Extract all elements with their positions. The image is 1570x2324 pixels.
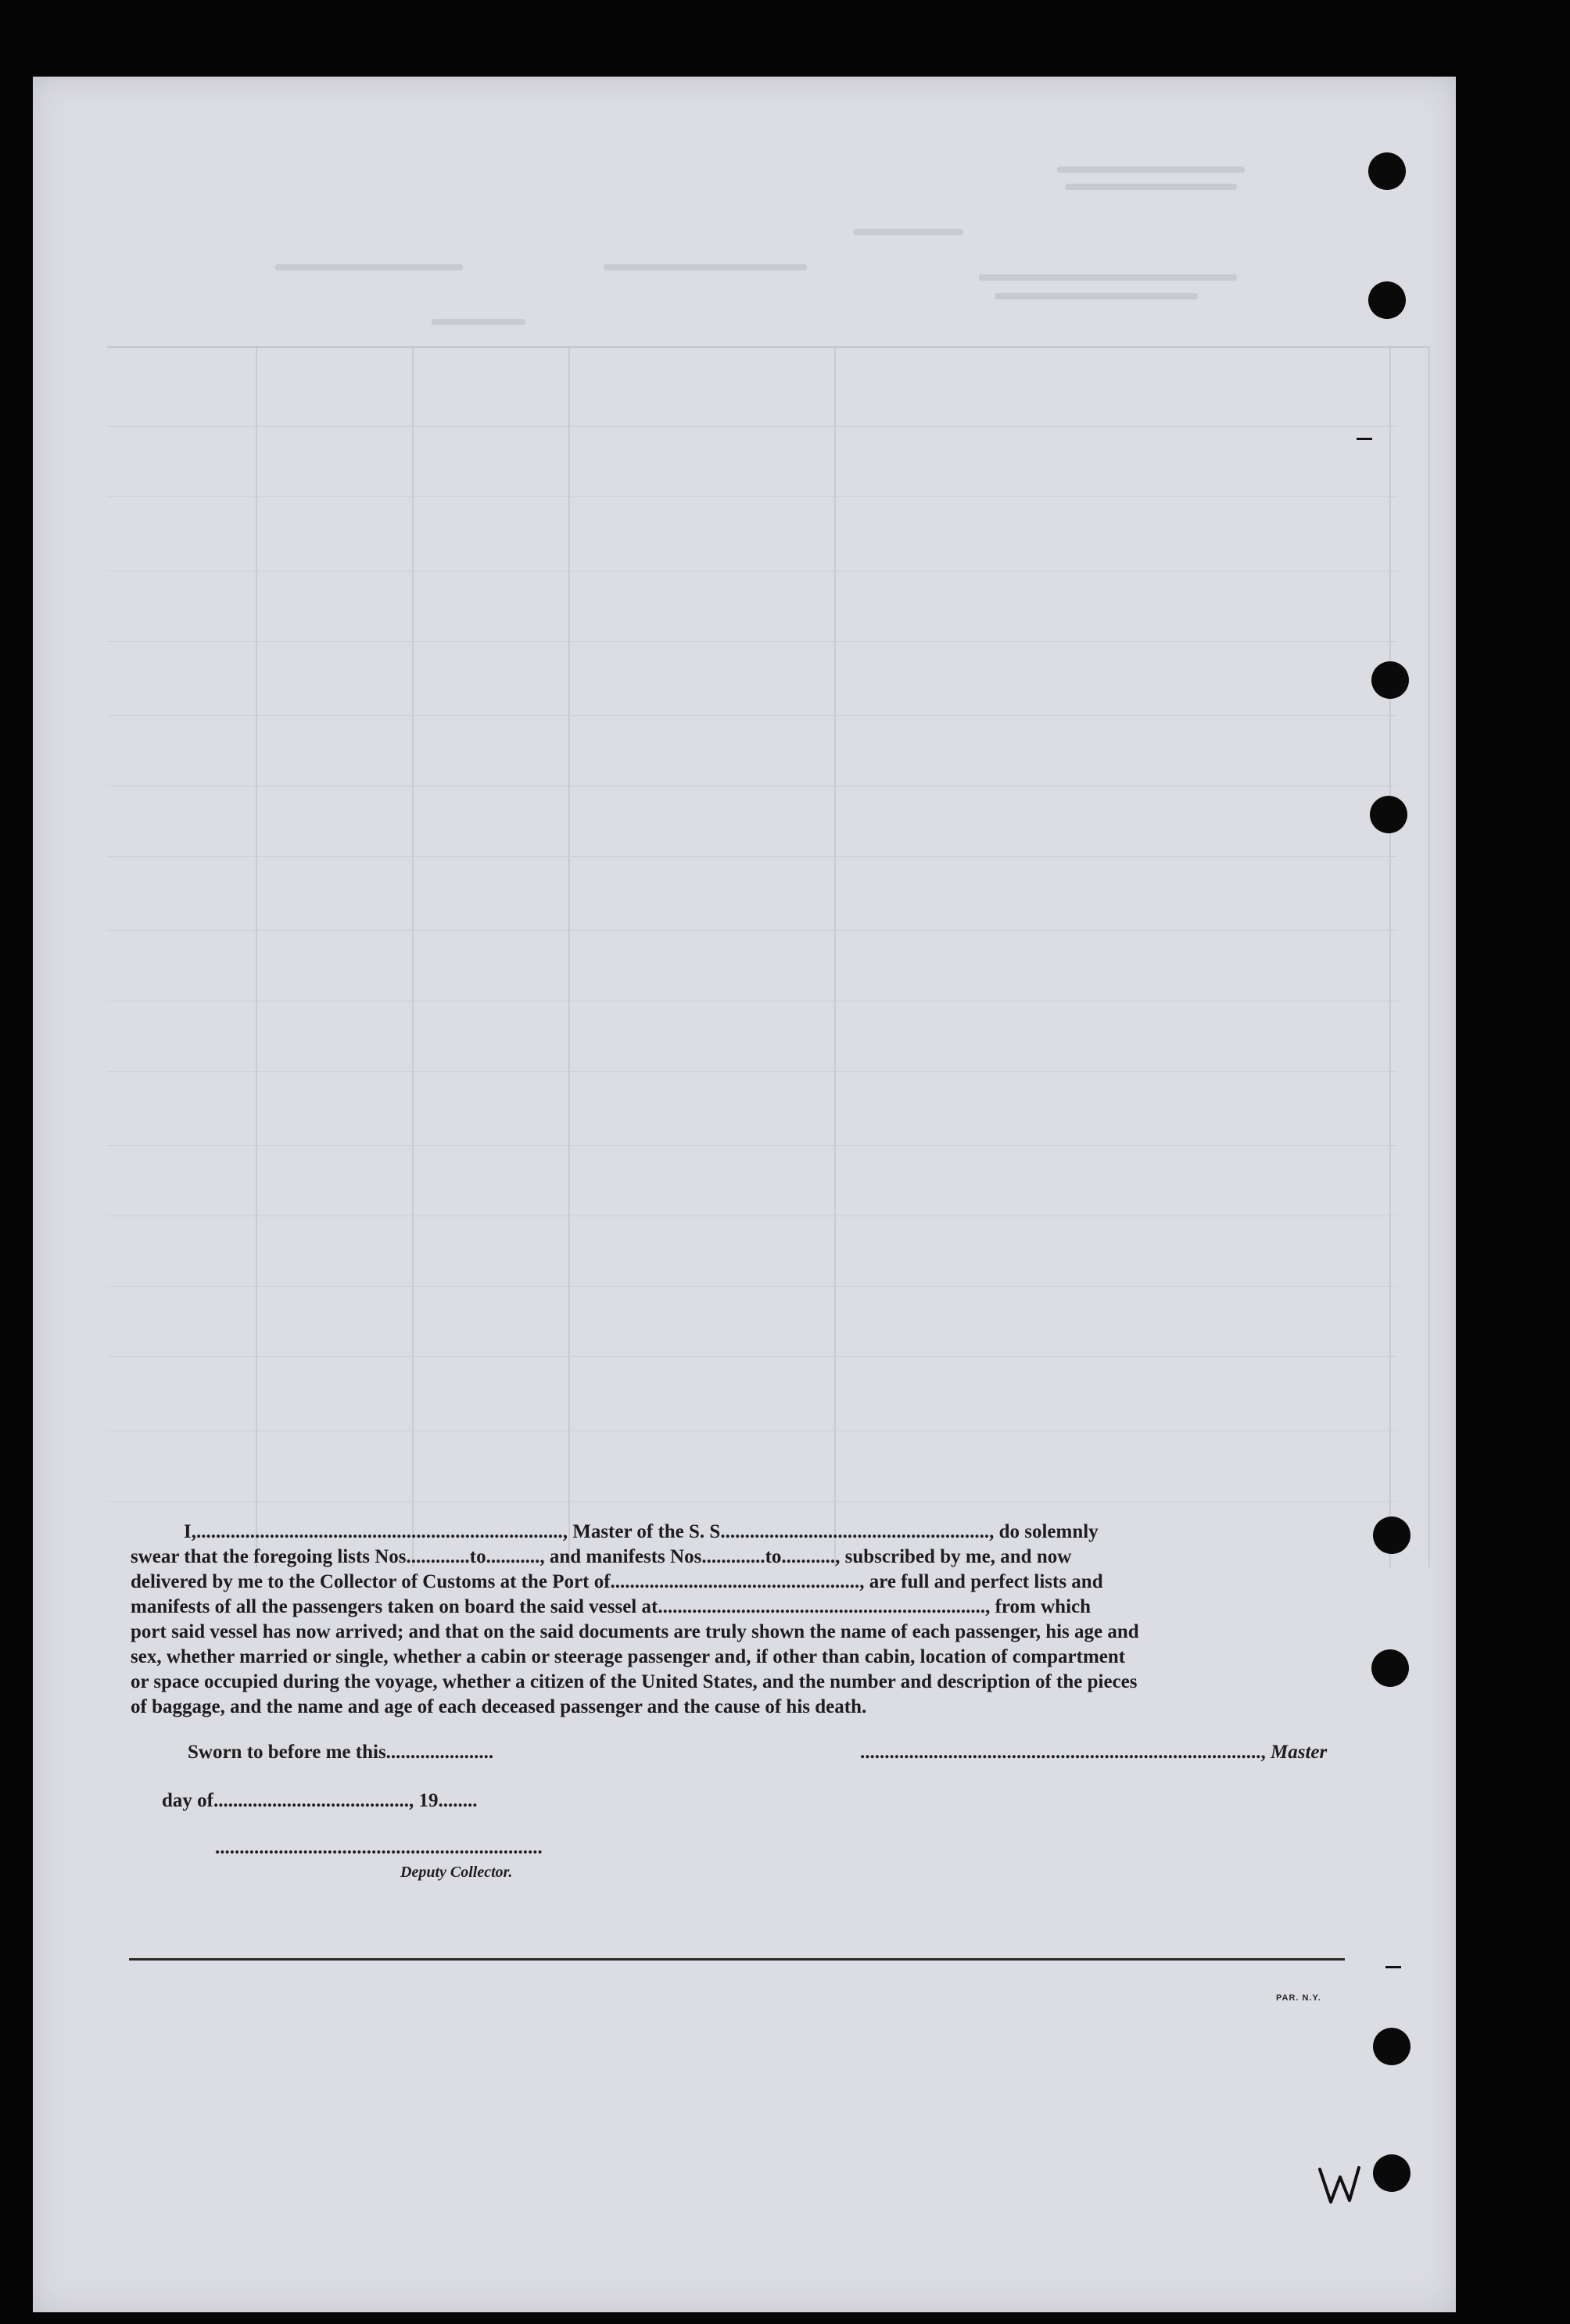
deputy-label: Deputy Collector. [400, 1864, 513, 1881]
oath-line: or space occupied during the voyage, whether a citizen of the United States, and the number and description of the pieces [131, 1671, 1138, 1692]
punch-hole [1368, 281, 1406, 319]
bottom-rule [129, 1958, 1345, 1961]
punch-hole [1370, 796, 1407, 833]
edge-mark [1385, 1966, 1401, 1968]
punch-hole [1371, 1649, 1409, 1687]
oath-line: port said vessel has now arrived; and that on the said documents are truly shown the name of each passenger, his age and [131, 1621, 1139, 1642]
document-page [33, 77, 1456, 2312]
oath-line: swear that the foregoing lists Nos.............to..........., and manifests Nos.............to..........., subscribed by me, and now [131, 1546, 1072, 1567]
day-line: day of........................................, 19........ [162, 1790, 478, 1811]
oath-paragraph [131, 1520, 1350, 1720]
punch-hole [1373, 2028, 1410, 2065]
edge-mark [1357, 438, 1372, 440]
oath-line: I,..........................................................................., Master of the S. S......................................................., do solemnly [184, 1521, 1099, 1542]
deputy-signature-line: ................................................................... [215, 1837, 543, 1858]
ghost-table [107, 346, 1430, 1567]
ghost-header [275, 167, 1331, 323]
punch-hole [1371, 661, 1409, 699]
punch-hole [1368, 152, 1406, 190]
printer-mark: PAR. N.Y. [1276, 1993, 1321, 2003]
master-label: Master [1271, 1742, 1328, 1763]
oath-line: manifests of all the passengers taken on board the said vessel at..................................................................., from which [131, 1596, 1091, 1617]
oath-line: of baggage, and the name and age of each deceased passenger and the cause of his death. [131, 1696, 867, 1717]
master-dots: .................................................................................., [860, 1742, 1266, 1763]
sworn-line: Sworn to before me this...................... [188, 1742, 494, 1763]
master-signature-line [860, 1742, 1327, 1764]
oath-line: sex, whether married or single, whether a cabin or steerage passenger and, if other than cabin, location of compartment [131, 1646, 1126, 1667]
handwritten-mark [1314, 2154, 1400, 2208]
oath-line: delivered by me to the Collector of Customs at the Port of..................................................., are full and perfect lists and [131, 1571, 1103, 1592]
punch-hole [1373, 1517, 1410, 1554]
